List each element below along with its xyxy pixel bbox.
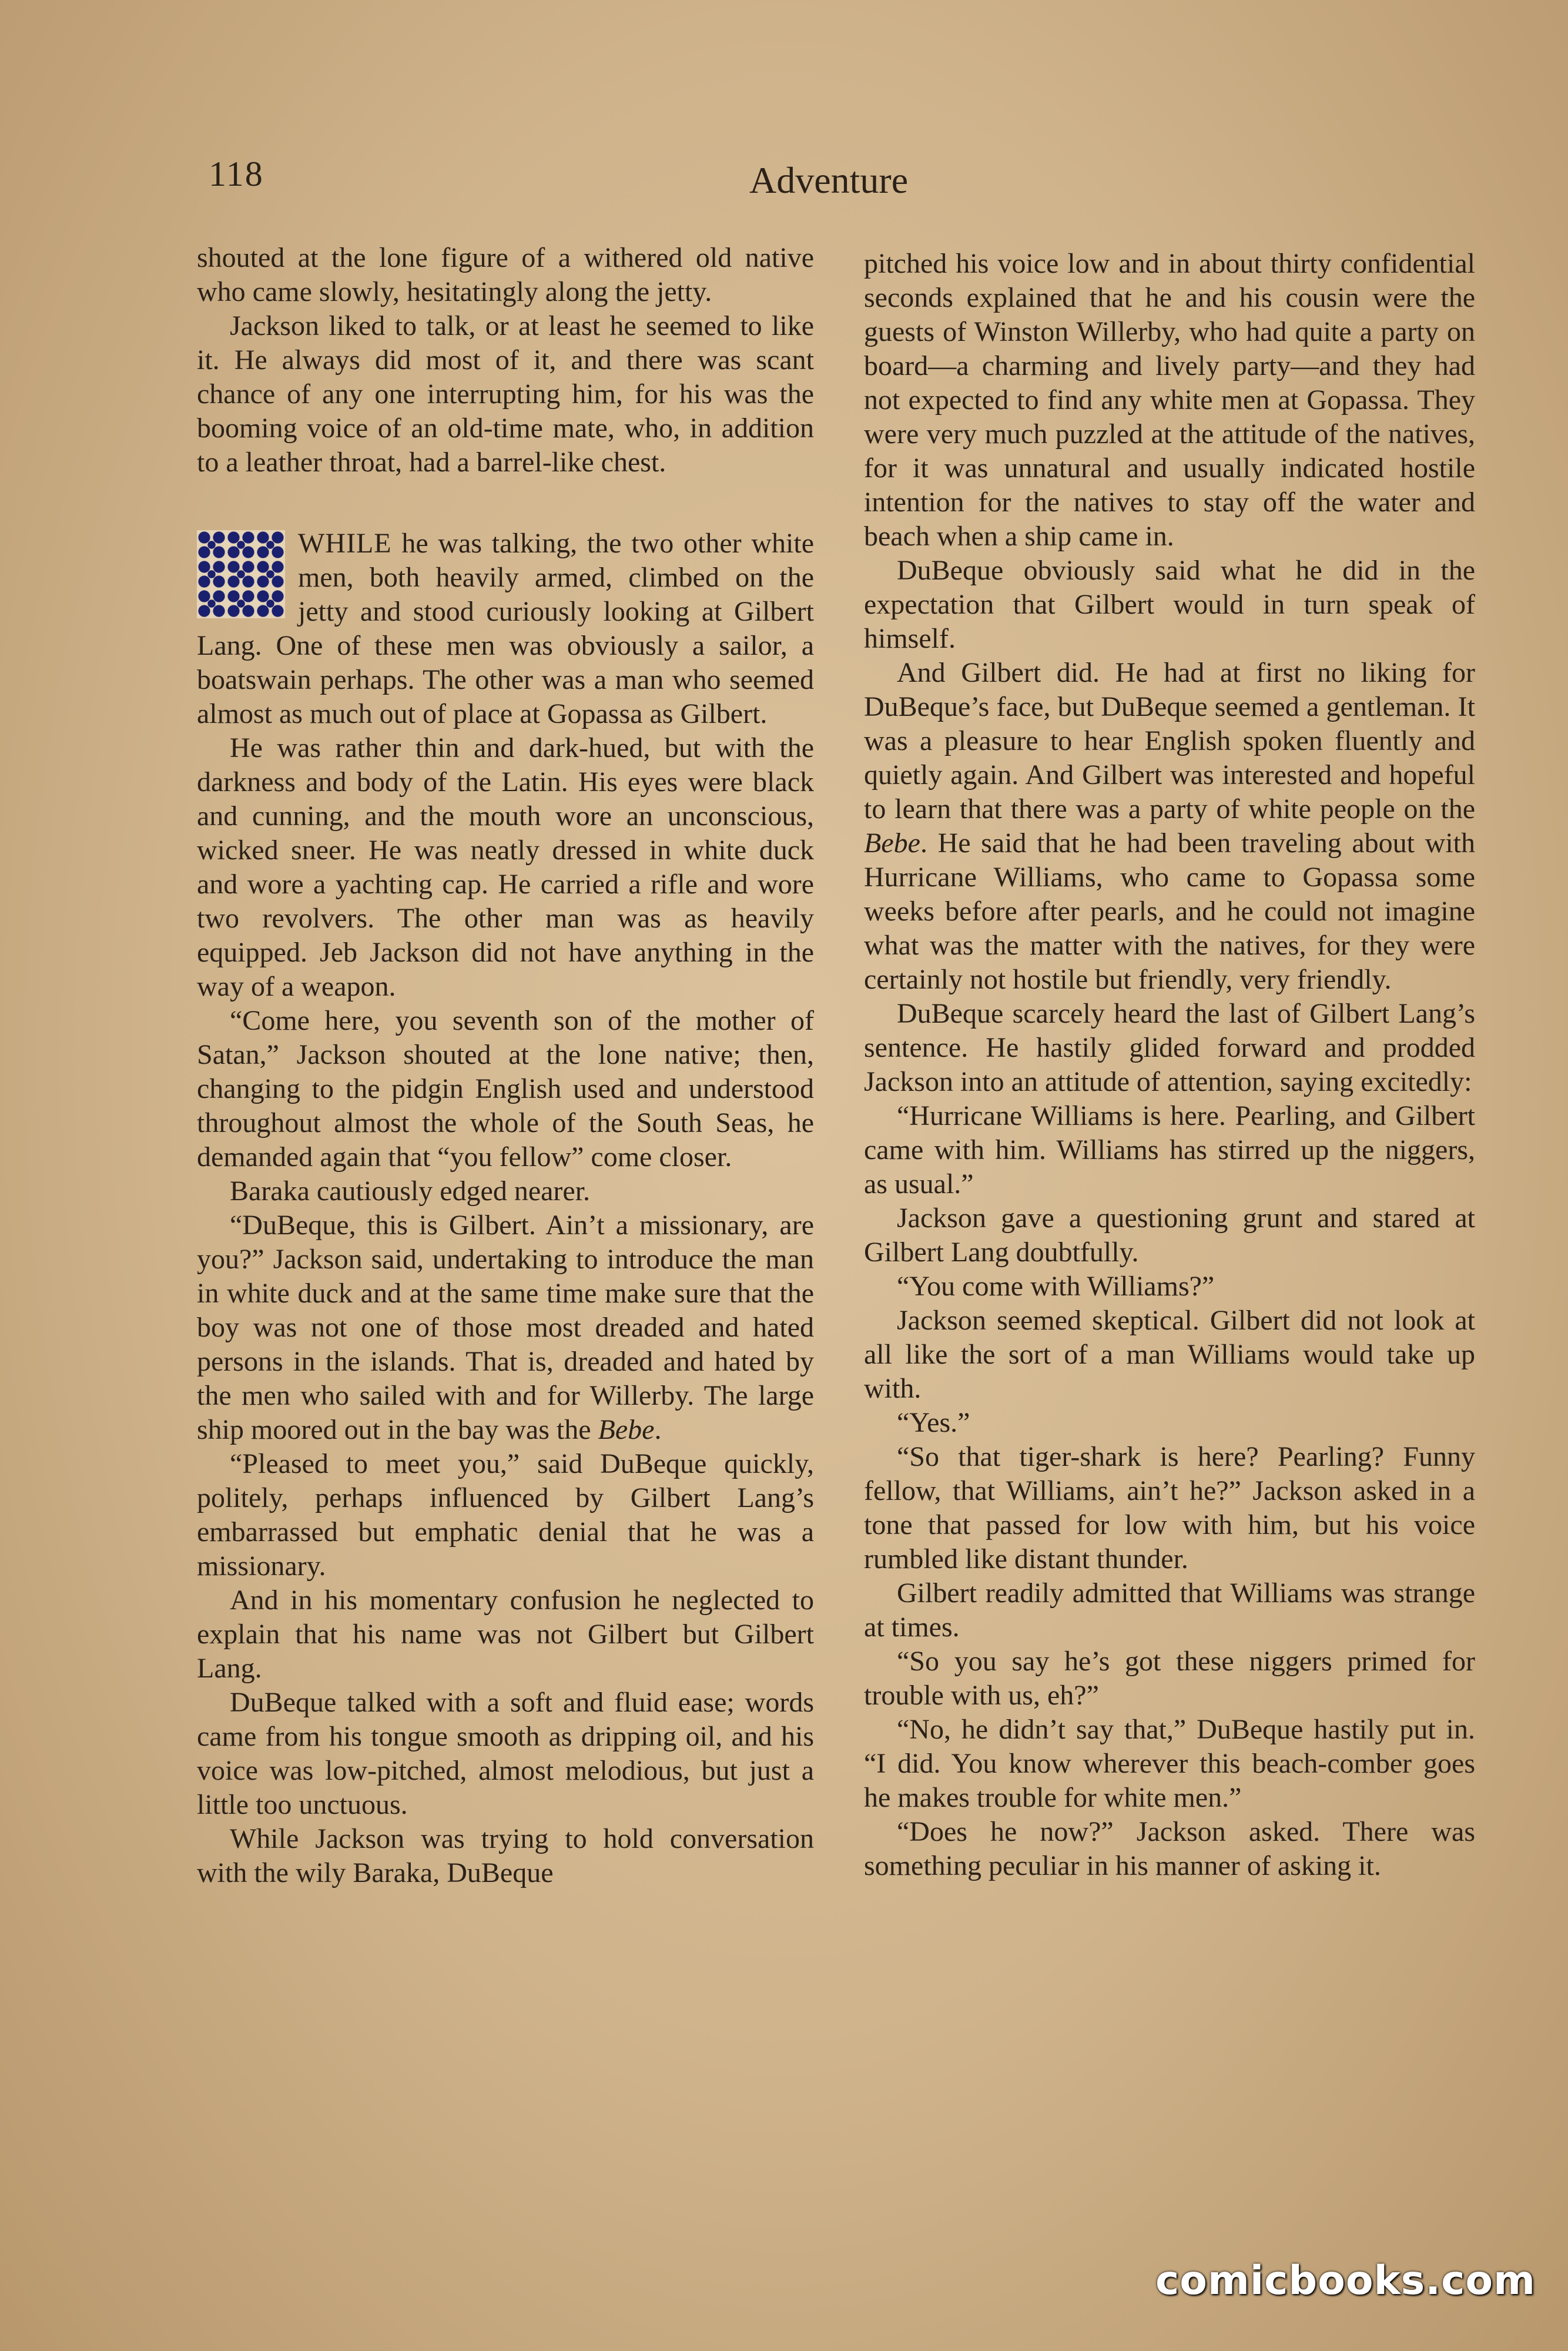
paragraph: “Yes.” <box>897 1407 970 1438</box>
paragraph: And in his momentary confusion he neglected to explain that his name was not Gilbert but Gilbert Lang. <box>197 1585 814 1684</box>
section-opening-paragraph <box>197 527 814 731</box>
left-column <box>197 241 814 1890</box>
paragraph: shouted at the lone figure of a withered old native who came slowly, hesitatingly along the jetty. <box>197 242 814 307</box>
paragraph <box>197 1208 814 1447</box>
paragraph: “You come with Williams?” <box>897 1271 1215 1302</box>
paragraph: “So that tiger-shark is here? Pearling? Funny fellow, that Williams, ain’t he?” Jackson asked in a tone that passed for low with him, but his voice rumbled like distant thunder. <box>864 1441 1475 1575</box>
paragraph: “No, he didn’t say that,” DuBeque hastily put in. “I did. You know wherever this beach-comber goes he makes trouble for white men.” <box>864 1714 1475 1813</box>
paragraph: pitched his voice low and in about thirty confidential seconds explained that he and his cousin were the guests of Winston Willerby, who had quite a party on board—a charming and lively party—and they had not expected to find any white men at Gopassa. They were very much puzzled at the attitude of the natives, for it was unnatural and usually indicated hostile intention for the natives to stay off the water and beach when a ship came in. <box>864 248 1475 552</box>
paragraph: DuBeque scarcely heard the last of Gilbert Lang’s sentence. He hastily glided forward and prodded Jackson into an attitude of attention, saying excitedly: <box>864 998 1475 1097</box>
paragraph-text: . He said that he had been traveling about with Hurricane Williams, who came to Gopassa some weeks before after pearls, and he could not imagine what was the matter with the natives, for they were certainly not hostile but friendly, very friendly. <box>864 828 1475 995</box>
watermark: comicbooks.com <box>1155 2258 1536 2304</box>
paragraph: Baraka cautiously edged nearer. <box>230 1176 591 1207</box>
paragraph-text: . <box>654 1414 662 1445</box>
paragraph-text: “DuBeque, this is Gilbert. Ain’t a missionary, are you?” Jackson said, undertaking to introduce the man in white duck and at the same time make sure that the boy was not one of those most dreaded and hated persons in the islands. That is, dreaded and hated by the men who sailed with and for Willerby. The large ship moored out in the bay was the <box>197 1210 814 1445</box>
page-number: 118 <box>209 155 264 193</box>
paragraph <box>864 656 1475 997</box>
paragraph: He was rather thin and dark-hued, but with the darkness and body of the Latin. His eyes were black and cunning, and the mouth wore an unconscious, wicked sneer. He was neatly dressed in white duck and wore a yachting cap. He carried a rifle and wore two revolvers. The other man was as heavily equipped. Jeb Jackson did not have anything in the way of a weapon. <box>197 732 814 1002</box>
lead-in-word: WHILE <box>298 528 392 559</box>
ship-name: Bebe <box>864 828 920 859</box>
paragraph: “Hurricane Williams is here. Pearling, and Gilbert came with him. Williams has stirred up the niggers, as usual.” <box>864 1100 1475 1200</box>
right-column <box>864 247 1475 1883</box>
paragraph: “So you say he’s got these niggers primed for trouble with us, eh?” <box>864 1646 1475 1711</box>
paragraph: “Does he now?” Jackson asked. There was something peculiar in his manner of asking it. <box>864 1816 1475 1881</box>
paragraph: Jackson gave a questioning grunt and stared at Gilbert Lang doubtfully. <box>864 1203 1475 1268</box>
paragraph: DuBeque talked with a soft and fluid ease; words came from his tongue smooth as dripping oil, and his voice was low-pitched, almost melodious, but just a little too unctuous. <box>197 1687 814 1820</box>
paragraph-text: he was talking, the two other white men, both heavily armed, climbed on the jetty and stood curiously looking at Gilbert Lang. One of these men was obviously a sailor, a boatswain perhaps. The other was a man who seemed almost as much out of place at Gopassa as Gilbert. <box>197 528 814 729</box>
paragraph: “Come here, you seventh son of the mother of Satan,” Jackson shouted at the lone native; then, changing to the pidgin English used and understood throughout almost the whole of the South Seas, he demanded again that “you fellow” come closer. <box>197 1005 814 1173</box>
paragraph: Jackson liked to talk, or at least he seemed to like it. He always did most of it, and there was scant chance of any one interrupting him, for his was the booming voice of an old-time mate, who, in addition to a leather throat, had a barrel-like chest. <box>197 310 814 478</box>
running-head: Adventure <box>749 159 909 201</box>
ornament-icon <box>197 530 285 618</box>
paragraph-text: And Gilbert did. He had at first no liking for DuBeque’s face, but DuBeque seemed a gentleman. It was a pleasure to hear English spoken fluently and quietly again. And Gilbert was interested and hopeful to learn that there was a party of white people on the <box>864 657 1475 825</box>
paragraph: While Jackson was trying to hold conversation with the wily Baraka, DuBeque <box>197 1823 814 1888</box>
paragraph: DuBeque obviously said what he did in the expectation that Gilbert would in turn speak of himself. <box>864 555 1475 654</box>
paragraph: “Pleased to meet you,” said DuBeque quickly, politely, perhaps influenced by Gilbert Lang’s embarrassed but emphatic denial that he was a missionary. <box>197 1448 814 1582</box>
ship-name: Bebe <box>598 1414 655 1445</box>
paragraph: Jackson seemed skeptical. Gilbert did not look at all like the sort of a man Williams would take up with. <box>864 1305 1475 1404</box>
paragraph: Gilbert readily admitted that Williams was strange at times. <box>864 1578 1475 1643</box>
